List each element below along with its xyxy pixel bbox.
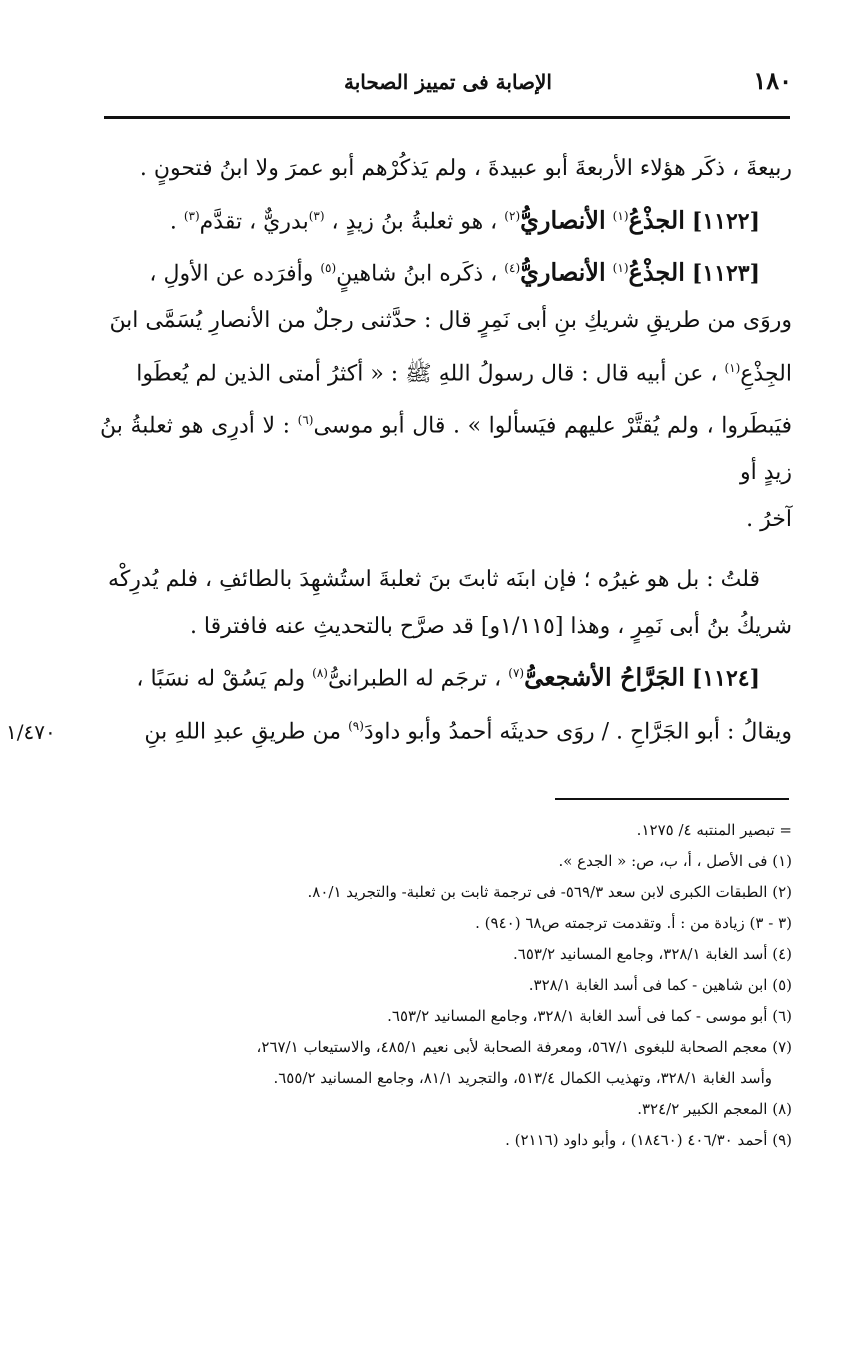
entry-1123-line: آخرُ . [746,506,792,532]
footnotes [100,815,792,1156]
entry-text: الجِذْعِ [740,360,792,386]
footnote: (٨) المعجم الكبير ٣٢٤/٢. [637,1100,792,1118]
entry-1123-line [100,345,792,398]
page-header [104,62,792,106]
footnote: (٣ - ٣) زيادة من : أ. وتقدمت ترجمته ص٦٨ (٩٤٠) . [475,914,792,932]
entry-1122 [100,193,792,246]
footnote-marker: (٧) [508,666,525,681]
footnote-marker: (٩) [348,719,364,734]
footnote-continuation: وأسد الغابة ٣٢٨/١، وتهذيب الكمال ٥١٣/٤، والتجريد ٨١/١، وجامع المسانيد ٦٥٥/٢. [273,1069,772,1087]
footnote-marker: (٤) [504,261,521,276]
entry-text: فيَبطَروا ، ولم يُقتَّرْ عليهم فيَسألوا » . قال أبو موسى [313,413,793,439]
running-title: الإصابة فى تمييز الصحابة [344,70,552,94]
entry-1124-line [100,703,792,756]
entry-text: ، عن أبيه قال : قال رسولُ اللهِ ﷺ : « أكثرُ أمتى الذين لم يُعطَوا [136,360,718,386]
entry-end: . [169,208,177,234]
footnote-marker: (٢) [504,208,521,223]
entry-name: الجذْعُ [628,257,685,287]
entry-text: ، ترجَم له الطبرانىُّ [327,666,502,692]
entry-text: ولم يَسُقْ له نسَبًا ، [136,666,306,692]
qultu-line: شريكُ بنُ أبى نَمِرٍ ، وهذا [١/١١٥و] قد صرَّح بالتحديثِ عنه فافترقا . [189,613,792,639]
footnote-marker: (٦) [297,413,314,428]
entry-nisba: الأنصاريُّ [520,204,606,234]
footnote: (٦) أبو موسى - كما فى أسد الغابة ٣٢٨/١، وجامع المسانيد ٦٥٣/٢. [387,1007,792,1025]
footnote-marker: (١) [612,208,629,223]
footnote-marker: (٥) [320,261,337,276]
page-number: ١٨٠ [753,66,792,95]
entry-name: الجذْعُ [628,204,685,234]
entry-nisba: الأنصاريُّ [520,257,606,287]
intro-line: ربيعةَ ، ذكَر هؤلاء الأربعةَ أبو عبيدةَ ، ولم يَذكُرْهم أبو عمرَ ولا ابنُ فتحونٍ . [139,156,792,181]
entry-number: [١١٢٤] [691,665,760,692]
footnote-marker: (٨) [312,666,328,681]
entry-1123-line: وروَى من طريقِ شريكِ بنِ أبى نَمِرٍ قال : حدَّثنى رجلٌ من الأنصارِ يُسَمَّى ابنَ [109,308,792,334]
entry-text: ويقالُ : أبو الجَرَّاحِ . / روَى حديثَه أحمدُ وأبو داودَ [363,719,792,745]
footnote-rule [555,798,789,800]
footnote-marker: (٣) [308,208,325,223]
entry-number: [١١٢٢] [691,207,760,234]
footnote-marker: (٣) [183,208,200,223]
entry-text: : لا أدرِى هو ثعلبةُ بنُ زيدٍ أو [100,413,792,486]
entry-1123 [100,245,792,298]
footnote: (٥) ابن شاهين - كما فى أسد الغابة ٣٢٨/١. [528,976,792,994]
footnote: (٢) الطبقات الكبرى لابن سعد ٥٦٩/٣- فى ترجمة ثابت بن ثعلبة- والتجريد ٨٠/١. [307,883,792,901]
qultu-line: قلتُ : بل هو غيرُه ؛ فإن ابنَه ثابتَ بنَ ثعلبةَ استُشهِدَ بالطائفِ ، فلم يُدرِكْه [108,567,760,593]
entry-1124 [100,650,792,703]
footnote: = تبصير المنتبه ٤/ ١٢٧٥. [636,821,792,839]
footnote: (٩) أحمد ٤٠٦/٣٠ (١٨٤٦٠) ، وأبو داود (٢١١٦) . [505,1131,792,1149]
margin-folio-reference: ١/٤٧٠ [6,720,56,744]
entry-text: من طريقِ عبدِ اللهِ بنِ [144,719,342,745]
footnote-marker: (١) [612,261,629,276]
footnote: (١) فى الأصل ، أ، ب، ص: « الجدع ». [558,852,792,870]
entry-text: وأفرَده عن الأولِ ، [149,261,314,287]
entry-name: الجَرَّاحُ الأشجعىُّ [524,662,685,692]
footnote: (٧) معجم الصحابة للبغوى ٥٦٧/١، ومعرفة الصحابة لأبى نعيم ٤٨٥/١، والاستيعاب ٢٦٧/١، [256,1038,792,1056]
main-text [100,146,792,756]
header-rule [104,116,790,119]
entry-text: بدريٌّ ، تقدَّم [199,208,309,234]
entry-text: ، ذكَره ابنُ شاهينٍ [336,261,498,287]
entry-1123-line [100,397,792,496]
footnote-marker: (١) [724,360,741,375]
entry-text: ، هو ثعلبةُ بنُ زيدٍ ، [331,208,498,234]
entry-number: [١١٢٣] [691,260,760,287]
footnote: (٤) أسد الغابة ٣٢٨/١، وجامع المسانيد ٦٥٣/٢. [513,945,792,963]
